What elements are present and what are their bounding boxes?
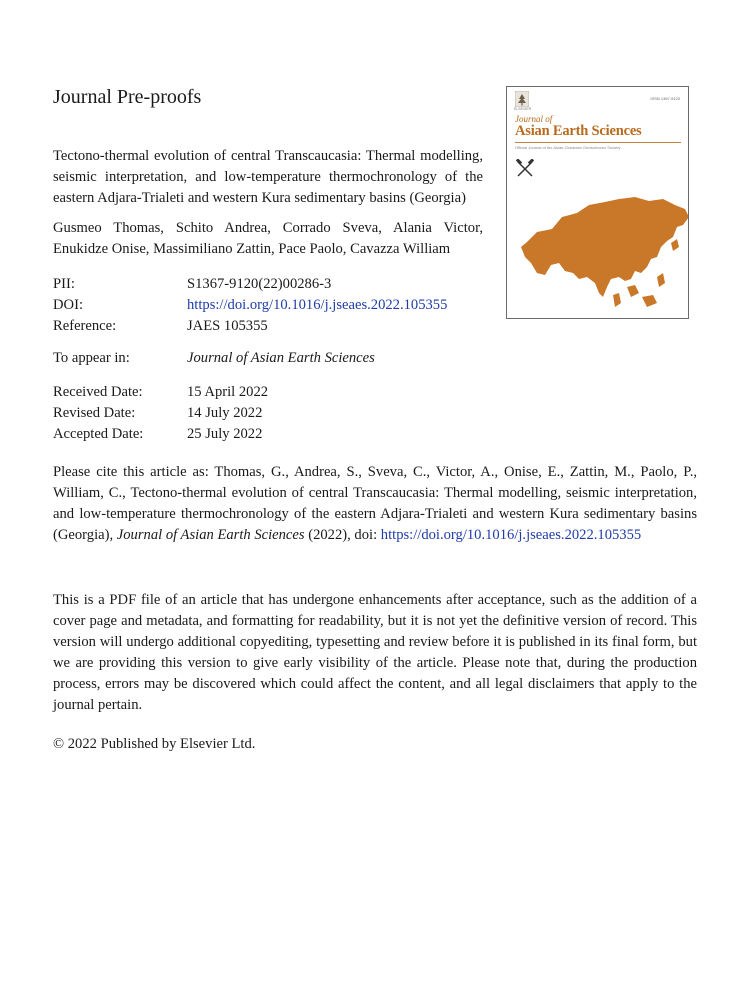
article-authors: Gusmeo Thomas, Schito Andrea, Corrado Sveva, Alania Victor, Enukidze Onise, Massimiliano Zattin, Pace Paolo, Cavazza William <box>53 220 483 257</box>
reference-label: Reference: <box>53 318 117 334</box>
doi-label: DOI: <box>53 297 83 313</box>
citation-text: Please cite this article as: Thomas, G., Andrea, S., Sveva, C., Victor, A., Onise, E., Zattin, M., Paolo, P., William, C., Tectono-thermal evolution of central Transcaucasia: Thermal modelling, seismic interpretation, and low-temperature thermochronology of the eastern Adjara-Trialeti and western Kura sedimentary basins (Georgia), <box>53 464 697 543</box>
appear-in-label: To appear in: <box>53 350 130 366</box>
received-date-label: Received Date: <box>53 384 143 400</box>
revised-date-label: Revised Date: <box>53 405 136 421</box>
pii-label: PII: <box>53 276 75 292</box>
page-header-title: Journal Pre-proofs <box>53 86 202 108</box>
cover-divider <box>515 142 681 143</box>
revised-date-value: 14 July 2022 <box>187 405 263 421</box>
disclaimer-paragraph: This is a PDF file of an article that has undergone enhancements after acceptance, such as the addition of a cover page and metadata, and formatting for readability, but it is not yet the definitive version of record. This version will undergo additional copyediting, typesetting and review before it is published in its final form, but we are providing this version to give early visibility of the article. Please note that, during the production process, errors may be discovered which could affect the content, and all legal disclaimers that apply to the journal pertain. <box>53 592 697 713</box>
cover-journal-of: Journal of <box>515 114 553 124</box>
citation-paragraph <box>53 462 697 546</box>
accepted-date-label: Accepted Date: <box>53 426 144 442</box>
cover-subtitle: Official Journal of the Asian-Oceanian Geosciences Society <box>515 145 621 150</box>
accepted-date-value: 25 July 2022 <box>187 426 263 442</box>
copyright-notice: © 2022 Published by Elsevier Ltd. <box>53 736 256 752</box>
citation-year-doi: (2022), doi: <box>304 527 381 543</box>
cover-publisher: ELSEVIER <box>514 107 532 111</box>
article-title: Tectono-thermal evolution of central Transcaucasia: Thermal modelling, seismic interpretation, and low-temperature thermochronology of the eastern Adjara-Trialeti and western Kura sedimentary basins (Georgia) <box>53 148 483 206</box>
citation-doi-link[interactable]: https://doi.org/10.1016/j.jseaes.2022.105355 <box>380 527 642 543</box>
pii-value: S1367-9120(22)00286-3 <box>187 276 332 292</box>
cover-issn: ISSN 1367-9120 <box>650 96 680 101</box>
doi-link[interactable]: https://doi.org/10.1016/j.jseaes.2022.105355 <box>187 297 448 313</box>
crossed-hammers-icon <box>515 159 535 179</box>
journal-cover-image <box>506 86 689 319</box>
received-date-value: 15 April 2022 <box>187 384 269 400</box>
appear-in-journal: Journal of Asian Earth Sciences <box>187 350 375 366</box>
reference-value: JAES 105355 <box>187 318 268 334</box>
cover-journal-name: Asian Earth Sciences <box>515 123 642 139</box>
elsevier-tree-icon <box>515 91 529 107</box>
citation-journal: Journal of Asian Earth Sciences <box>116 527 305 543</box>
